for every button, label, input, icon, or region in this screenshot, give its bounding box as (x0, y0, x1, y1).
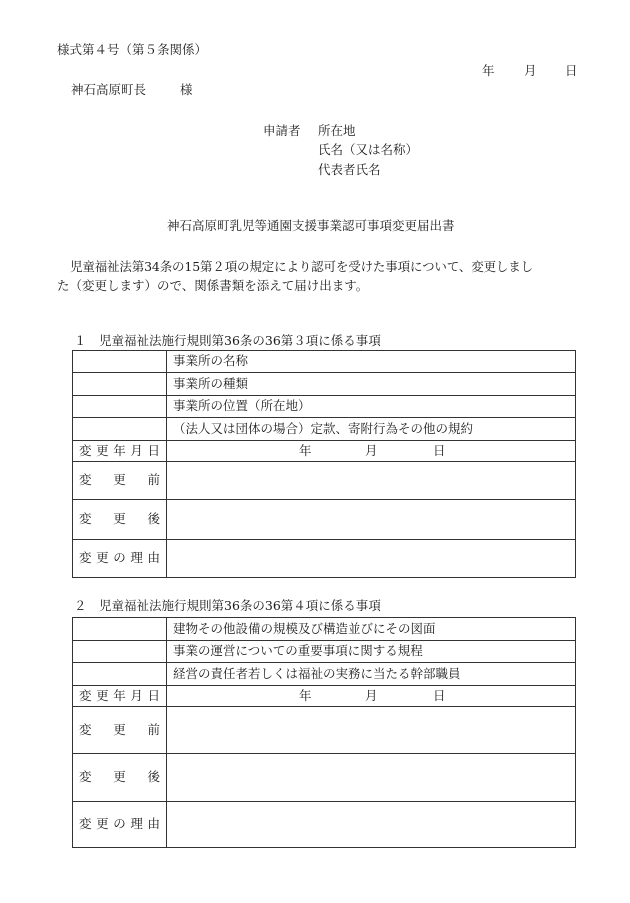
after-field[interactable] (167, 754, 576, 802)
reason-label: 変 更 の 理 由 (73, 802, 167, 848)
before-field[interactable] (167, 707, 576, 754)
checkbox-cell[interactable] (73, 663, 167, 686)
section1-item-row (73, 396, 576, 418)
month-label: 月 (365, 687, 378, 703)
section1-change-date-row (73, 441, 576, 462)
section1-item-row (73, 351, 576, 373)
checkbox-cell[interactable] (73, 396, 167, 418)
section1-heading: １ 児童福祉法施行規則第36条の36第３項に係る事項 (74, 333, 381, 348)
body-line-1: 児童福祉法第34条の15第２項の規定により認可を受けた事項について、変更しまし (70, 259, 533, 274)
section1-item-label: （法人又は団体の場合）定款、寄附行為その他の規約 (167, 418, 576, 441)
section2-after-row (73, 754, 576, 802)
change-date-label: 変 更 年 月 日 (73, 441, 167, 462)
section1-before-row (73, 462, 576, 500)
section2-item-row (73, 663, 576, 686)
section1-item-label: 事業所の種類 (167, 373, 576, 396)
year-label: 年 (299, 687, 312, 703)
section1-reason-row (73, 540, 576, 578)
section2-reason-row (73, 802, 576, 848)
addressee: 神石高原町長 (71, 82, 147, 97)
before-label: 変 更 前 (73, 707, 167, 754)
applicant-address-label: 所在地 (318, 123, 356, 138)
checkbox-cell[interactable] (73, 351, 167, 373)
after-label: 変 更 後 (73, 754, 167, 802)
change-date-field[interactable] (167, 686, 576, 707)
reason-field[interactable] (167, 540, 576, 578)
checkbox-cell[interactable] (73, 373, 167, 396)
reason-field[interactable] (167, 802, 576, 848)
before-label: 変 更 前 (73, 462, 167, 500)
month-label: 月 (365, 442, 378, 458)
section2-item-label: 建物その他設備の規模及び構造並びにその図面 (167, 618, 576, 641)
section2-item-label: 経営の責任者若しくは福祉の実務に当たる幹部職員 (167, 663, 576, 686)
section2-heading: ２ 児童福祉法施行規則第36条の36第４項に係る事項 (74, 598, 381, 613)
date-day-label: 日 (565, 63, 578, 78)
checkbox-cell[interactable] (73, 618, 167, 641)
day-label: 日 (433, 442, 446, 458)
change-date-label: 変 更 年 月 日 (73, 686, 167, 707)
document-title: 神石高原町乳児等通園支援事業認可事項変更届出書 (167, 218, 455, 233)
after-field[interactable] (167, 500, 576, 540)
section2-table (72, 617, 576, 848)
checkbox-cell[interactable] (73, 418, 167, 441)
section2-item-row (73, 618, 576, 641)
change-date-field[interactable] (167, 441, 576, 462)
section1-after-row (73, 500, 576, 540)
form-number: 様式第４号（第５条関係） (57, 42, 208, 57)
date-month-label: 月 (524, 63, 537, 78)
body-line-2: た（変更します）ので、関係書類を添えて届け出ます。 (57, 278, 369, 293)
section2-item-label: 事業の運営についての重要事項に関する規程 (167, 641, 576, 663)
checkbox-cell[interactable] (73, 641, 167, 663)
section1-item-label: 事業所の位置（所在地） (167, 396, 576, 418)
honorific: 様 (180, 82, 193, 97)
reason-label: 変 更 の 理 由 (73, 540, 167, 578)
section1-table (72, 350, 576, 578)
applicant-name-label: 氏名（又は名称） (318, 142, 419, 157)
section2-before-row (73, 707, 576, 754)
section2-item-row (73, 641, 576, 663)
day-label: 日 (433, 687, 446, 703)
applicant-representative-label: 代表者氏名 (318, 162, 381, 177)
year-label: 年 (299, 442, 312, 458)
section1-item-row (73, 418, 576, 441)
before-field[interactable] (167, 462, 576, 500)
section1-item-row (73, 373, 576, 396)
section2-change-date-row (73, 686, 576, 707)
section1-item-label: 事業所の名称 (167, 351, 576, 373)
after-label: 変 更 後 (73, 500, 167, 540)
applicant-prefix: 申請者 (263, 123, 301, 138)
date-year-label: 年 (482, 63, 495, 78)
